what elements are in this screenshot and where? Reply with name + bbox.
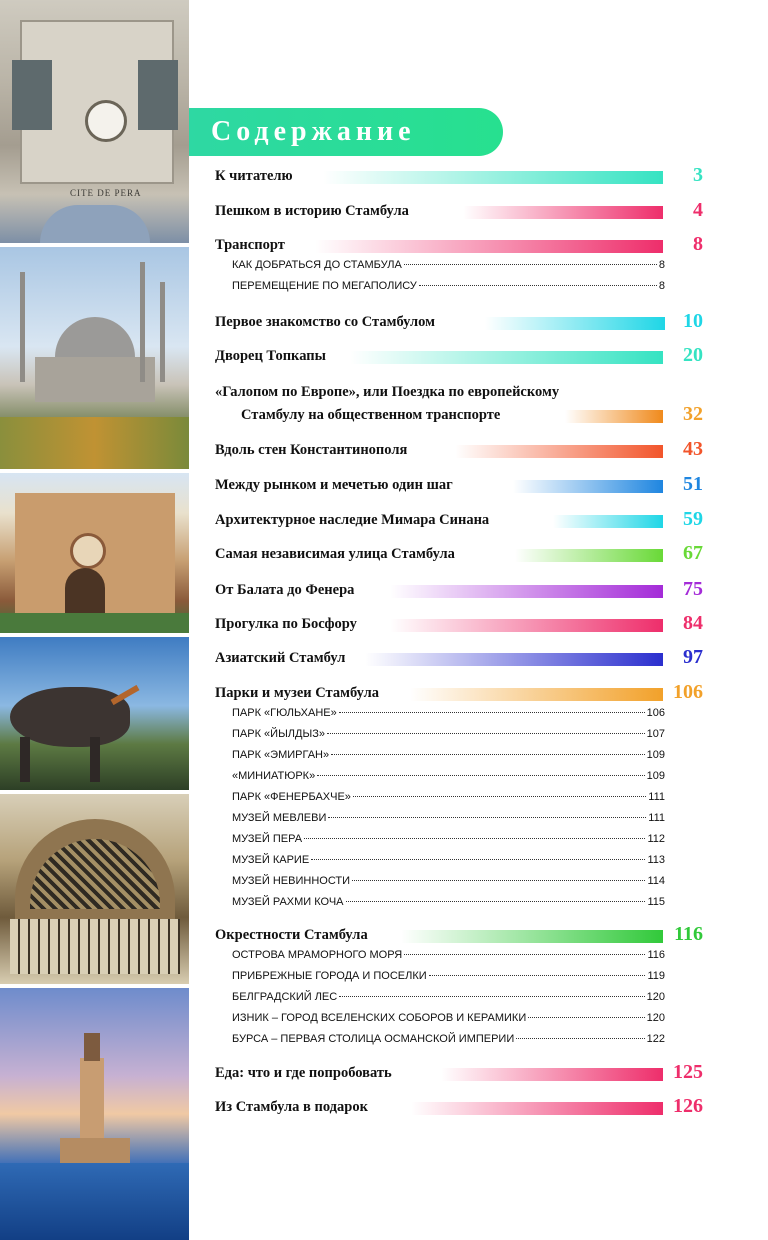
dot-leader xyxy=(528,1017,644,1018)
toc-subentry[interactable] xyxy=(232,770,665,786)
toc-subentry[interactable] xyxy=(232,791,665,807)
toc-entry-title: Из Стамбула в подарок xyxy=(215,1099,368,1115)
toc-subentry[interactable] xyxy=(232,854,665,870)
toc-subentry[interactable] xyxy=(232,970,665,986)
dot-leader xyxy=(317,775,644,776)
toc-entry[interactable] xyxy=(215,312,705,332)
toc-subentry-page: 111 xyxy=(648,791,665,803)
toc-page-number: 4 xyxy=(693,199,703,221)
toc-subentry-title: БУРСА – ПЕРВАЯ СТОЛИЦА ОСМАНСКОЙ ИМПЕРИИ xyxy=(232,1033,515,1045)
toc-entry[interactable] xyxy=(215,925,705,945)
toc-subentry-title: ПРИБРЕЖНЫЕ ГОРОДА И ПОСЕЛКИ xyxy=(232,970,427,982)
toc-page-number: 10 xyxy=(683,310,703,332)
toc-entry[interactable] xyxy=(215,1063,705,1083)
toc-entry-title: Азиатский Стамбул xyxy=(215,650,346,666)
dot-leader xyxy=(311,859,645,860)
toc-subentry[interactable] xyxy=(232,949,665,965)
dot-leader xyxy=(327,733,645,734)
dot-leader xyxy=(328,817,646,818)
toc-bar xyxy=(401,930,663,943)
dot-leader xyxy=(304,838,645,839)
toc-entry-title: Первое знакомство со Стамбулом xyxy=(215,314,436,330)
toc-subentry[interactable] xyxy=(232,896,665,912)
dot-leader xyxy=(339,996,644,997)
dot-leader xyxy=(516,1038,644,1039)
toc-bar xyxy=(350,351,663,364)
toc-subentry[interactable] xyxy=(232,280,665,296)
toc-entry[interactable] xyxy=(215,166,705,186)
toc-bar xyxy=(410,688,663,701)
toc-page-number: 97 xyxy=(683,646,703,668)
toc-entry[interactable] xyxy=(215,510,705,530)
toc-entry-title: Пешком в историю Стамбула xyxy=(215,203,409,219)
toc-entry-title: Самая независимая улица Стамбула xyxy=(215,546,455,562)
toc-page-number: 43 xyxy=(683,438,703,460)
toc-subentry-title: КАК ДОБРАТЬСЯ ДО СТАМБУЛА xyxy=(232,259,402,271)
toc-entry[interactable] xyxy=(215,440,705,460)
toc-subentry-page: 115 xyxy=(647,896,665,908)
toc-subentry-title: МУЗЕЙ КАРИЕ xyxy=(232,854,310,866)
dot-leader xyxy=(404,264,657,265)
toc-subentry-title: ИЗНИК – ГОРОД ВСЕЛЕНСКИХ СОБОРОВ И КЕРАМИКИ xyxy=(232,1012,527,1024)
toc-bar xyxy=(315,240,663,253)
dot-leader xyxy=(339,712,645,713)
toc-subentry[interactable] xyxy=(232,1012,665,1028)
toc-subentry[interactable] xyxy=(232,259,665,275)
toc-subentry-title: МУЗЕЙ ПЕРА xyxy=(232,833,303,845)
dot-leader xyxy=(331,754,645,755)
dot-leader xyxy=(419,285,657,286)
toc-subentry[interactable] xyxy=(232,707,665,723)
toc-subentry-page: 113 xyxy=(647,854,665,866)
toc-subentry-page: 8 xyxy=(658,280,665,292)
toc-entry-title: От Балата до Фенера xyxy=(215,582,355,598)
toc-subentry[interactable] xyxy=(232,728,665,744)
toc-entry[interactable] xyxy=(215,1097,705,1117)
toc-bar xyxy=(365,653,663,666)
toc-subentry-page: 109 xyxy=(646,770,665,782)
toc-subentry-title: МУЗЕЙ МЕВЛЕВИ xyxy=(232,812,327,824)
toc-bar xyxy=(513,480,663,493)
toc-page-number: 20 xyxy=(683,344,703,366)
toc-entry-title: Вдоль стен Константинополя xyxy=(215,442,408,458)
toc-entry-title: Прогулка по Босфору xyxy=(215,616,357,632)
toc-bar xyxy=(441,1068,663,1081)
toc-bar xyxy=(553,515,663,528)
toc-page-number: 32 xyxy=(683,403,703,425)
toc-subentry-title: «МИНИАТЮРК» xyxy=(232,770,316,782)
toc-subentry-page: 122 xyxy=(646,1033,665,1045)
toc-page-number: 8 xyxy=(693,233,703,255)
dot-leader xyxy=(429,975,646,976)
toc-entry[interactable] xyxy=(215,648,705,668)
dot-leader xyxy=(352,880,645,881)
facade-sign: CITE DE PERA xyxy=(70,188,142,198)
toc-entry-title: Дворец Топкапы xyxy=(215,348,326,364)
toc-entry-title: К читателю xyxy=(215,168,293,184)
toc-bar xyxy=(565,410,663,423)
toc-subentry-title: МУЗЕЙ РАХМИ КОЧА xyxy=(232,896,344,908)
toc-entry-title: Парки и музеи Стамбула xyxy=(215,685,379,701)
toc-subentry-page: 112 xyxy=(647,833,665,845)
toc-page-number: 51 xyxy=(683,473,703,495)
toc-entry[interactable] xyxy=(215,235,705,255)
toc-subentry[interactable] xyxy=(232,1033,665,1049)
page-title: Содержание xyxy=(211,116,416,147)
toc-subentry[interactable] xyxy=(232,875,665,891)
dot-leader xyxy=(346,901,646,902)
toc-entry-title: Окрестности Стамбула xyxy=(215,927,368,943)
toc-subentry[interactable] xyxy=(232,812,665,828)
toc-bar xyxy=(323,171,663,184)
toc-page-number: 84 xyxy=(683,612,703,634)
toc-subentry[interactable] xyxy=(232,749,665,765)
toc-page-number: 59 xyxy=(683,508,703,530)
toc-entry[interactable] xyxy=(215,544,705,564)
toc-page-number: 126 xyxy=(673,1095,703,1117)
toc-subentry-page: 120 xyxy=(646,991,665,1003)
toc-subentry-title: ПАРК «ГЮЛЬХАНЕ» xyxy=(232,707,337,719)
toc-entry-title: Между рынком и мечетью один шаг xyxy=(215,477,453,493)
toc-entry[interactable] xyxy=(215,201,705,221)
toc-subentry-title: ПАРК «ФЕНЕРБАХЧЕ» xyxy=(232,791,351,803)
toc-subentry-title: МУЗЕЙ НЕВИННОСТИ xyxy=(232,875,351,887)
toc-subentry-page: 120 xyxy=(646,1012,665,1024)
toc-subentry-page: 107 xyxy=(646,728,665,740)
toc-subentry-page: 111 xyxy=(648,812,665,824)
toc-bar xyxy=(455,445,663,458)
toc-page-number: 75 xyxy=(683,578,703,600)
toc-entry[interactable] xyxy=(215,614,705,634)
dot-leader xyxy=(353,796,646,797)
toc-entry-title: Еда: что и где попробовать xyxy=(215,1065,392,1081)
toc-bar xyxy=(485,317,665,330)
toc-subentry[interactable] xyxy=(232,991,665,1007)
toc-bar xyxy=(390,585,663,598)
toc-subentry-page: 114 xyxy=(647,875,665,887)
toc-bar xyxy=(463,206,663,219)
toc-page-number: 3 xyxy=(693,164,703,186)
toc-entry-title: Транспорт xyxy=(215,237,285,253)
toc-page-number: 116 xyxy=(674,923,703,945)
toc-page-number: 67 xyxy=(683,542,703,564)
toc-entry[interactable] xyxy=(215,683,705,703)
toc-page-number: 125 xyxy=(673,1061,703,1083)
toc-subentry-title: ПАРК «ЭМИРГАН» xyxy=(232,749,330,761)
toc-bar xyxy=(411,1102,663,1115)
toc-entry-title: «Галопом по Европе», или Поездка по европейскому xyxy=(215,384,560,400)
toc-bar xyxy=(390,619,663,632)
toc-subentry-page: 106 xyxy=(646,707,665,719)
toc-entry-title-line2: Стамбулу на общественном транспорте xyxy=(241,407,501,423)
dot-leader xyxy=(404,954,645,955)
toc-bar xyxy=(515,549,663,562)
toc-subentry-page: 119 xyxy=(647,970,665,982)
toc-subentry-page: 116 xyxy=(647,949,665,961)
toc-subentry-title: ПАРК «ЙЫЛДЫЗ» xyxy=(232,728,325,740)
toc-entry[interactable] xyxy=(215,382,705,426)
toc-subentry-title: ПЕРЕМЕЩЕНИЕ ПО МЕГАПОЛИСУ xyxy=(232,280,417,292)
toc-subentry-title: ОСТРОВА МРАМОРНОГО МОРЯ xyxy=(232,949,403,961)
toc-entry[interactable] xyxy=(215,475,705,495)
toc-page-number: 106 xyxy=(673,681,703,703)
toc-entry[interactable] xyxy=(215,580,705,600)
toc-entry-title: Архитектурное наследие Мимара Синана xyxy=(215,512,490,528)
toc-subentry-title: БЕЛГРАДСКИЙ ЛЕС xyxy=(232,991,338,1003)
toc-subentry-page: 109 xyxy=(646,749,665,761)
toc-subentry[interactable] xyxy=(232,833,665,849)
toc-subentry-page: 8 xyxy=(658,259,665,271)
toc-entry[interactable] xyxy=(215,346,705,366)
